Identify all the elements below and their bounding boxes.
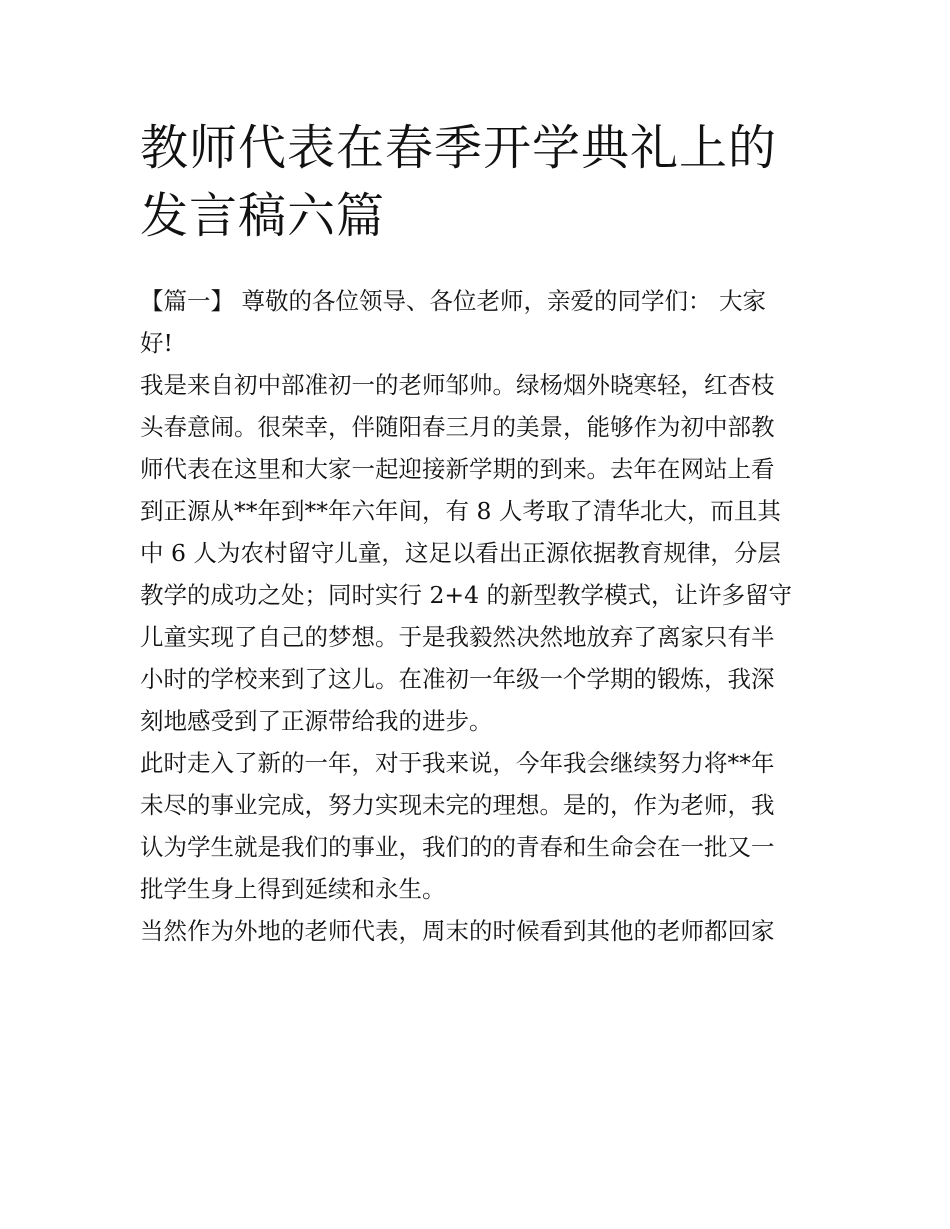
- body-line: 中 6 人为农村留守儿童，这足以看出正源依据教育规律，分层: [140, 539, 781, 567]
- body-line: 我是来自初中部准初一的老师邹帅。绿杨烟外晓寒轻，红杏枝: [140, 371, 775, 399]
- body-line: 刻地感受到了正源带给我的进步。: [140, 707, 493, 735]
- document-title: [140, 114, 830, 250]
- title-line-1: 教师代表在春季开学典礼上的: [140, 120, 778, 176]
- title-line-2: 发言稿六篇: [140, 188, 386, 244]
- body-line: 当然作为外地的老师代表，周末的时候看到其他的老师都回家: [140, 917, 775, 945]
- body-line: 【篇一】 尊敬的各位领导、各位老师，亲爱的同学们： 大家: [140, 287, 766, 315]
- body-line: 小时的学校来到了这儿。在准初一年级一个学期的锻炼，我深: [140, 665, 775, 693]
- body-line: 未尽的事业完成，努力实现未完的理想。是的，作为老师，我: [140, 791, 775, 819]
- body-line: 儿童实现了自己的梦想。于是我毅然决然地放弃了离家只有半: [140, 623, 775, 651]
- body-line: 此时走入了新的一年，对于我来说，今年我会继续努力将**年: [140, 749, 775, 777]
- body-line: 到正源从**年到**年六年间，有 8 人考取了清华北大，而且其: [140, 497, 781, 525]
- body-line: 好!: [140, 329, 173, 357]
- body-line: 师代表在这里和大家一起迎接新学期的到来。去年在网站上看: [140, 455, 775, 483]
- body-line: 教学的成功之处；同时实行 2+4 的新型教学模式，让许多留守: [140, 581, 793, 609]
- body-line: 头春意闹。很荣幸，伴随阳春三月的美景，能够作为初中部教: [140, 413, 775, 441]
- body-line: 批学生身上得到延续和永生。: [140, 875, 446, 903]
- body-line: 认为学生就是我们的事业，我们的的青春和生命会在一批又一: [140, 833, 775, 861]
- document-body: [140, 280, 820, 952]
